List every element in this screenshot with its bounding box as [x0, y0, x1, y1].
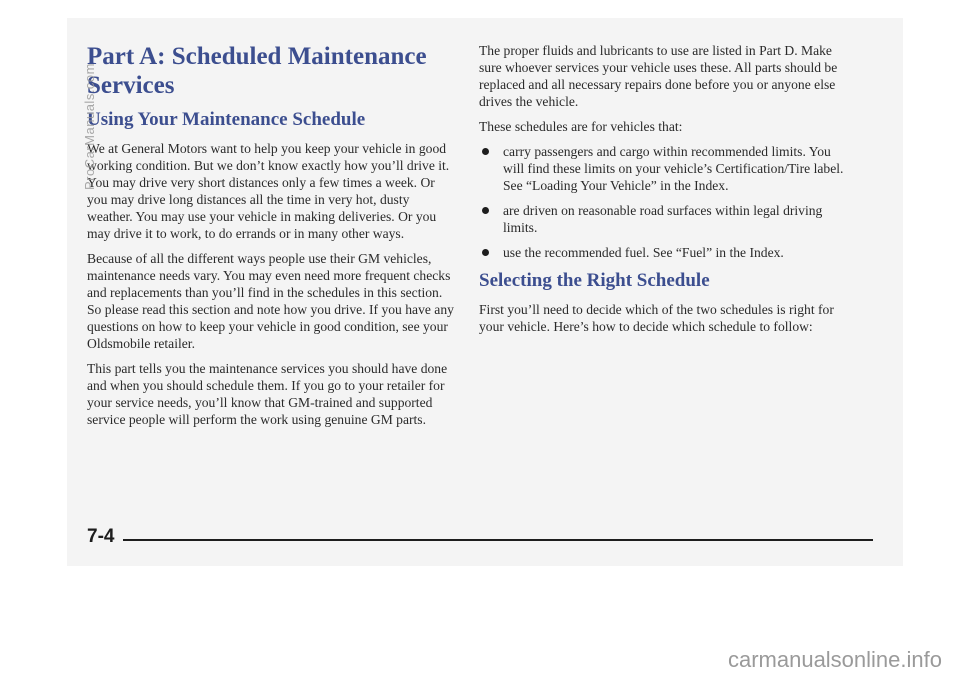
footer-rule: [123, 539, 873, 541]
list-item-text: use the recommended fuel. See “Fuel” in the Index.: [503, 245, 784, 260]
right-column: [479, 42, 854, 343]
paragraph-selecting: First you’ll need to decide which of the two schedules is right for your vehicle. Here’s how to decide which schedule to follow:: [479, 302, 834, 334]
manual-page: [67, 18, 903, 566]
vehicle-conditions-list: [479, 143, 854, 261]
paragraph-fluids: The proper fluids and lubricants to use are listed in Part D. Make sure whoever services your vehicle uses these. All parts should be replaced and all necessary repairs done before you or anyone else drives the vehicle.: [479, 43, 838, 109]
part-title: Part A: Scheduled Maintenance Services: [87, 43, 427, 99]
page-footer: [87, 526, 873, 550]
page-number: 7-4: [87, 526, 115, 547]
paragraph-services: This part tells you the maintenance services you should have done and when you should schedule them. If you go to your retailer for your service needs, you’ll know that GM-trained and supported service people will perform the work using genuine GM parts.: [87, 361, 448, 427]
list-item-text: carry passengers and cargo within recommended limits. You will find these limits on your vehicle’s Certification/Tire label. See “Loading Your Vehicle” in the Index.: [503, 144, 844, 193]
list-item-text: are driven on reasonable road surfaces within legal driving limits.: [503, 203, 823, 235]
bullet-icon: [482, 249, 489, 256]
list-item: [479, 202, 854, 236]
paragraph-maintenance-needs: Because of all the different ways people use their GM vehicles, maintenance needs vary. You may even need more frequent checks and replacements than you’ll find in the schedules in this section. So please read this section and note how you drive. If you have any questions on how to keep your vehicle in good condition, see your Oldsmobile retailer.: [87, 251, 454, 351]
paragraph-schedules-intro: These schedules are for vehicles that:: [479, 119, 683, 134]
section-heading-using-schedule: Using Your Maintenance Schedule: [87, 109, 366, 130]
bullet-icon: [482, 148, 489, 155]
list-item: [479, 244, 854, 261]
section-heading-selecting-schedule: Selecting the Right Schedule: [479, 270, 710, 291]
paragraph-intro: We at General Motors want to help you keep your vehicle in good working condition. But we don’t know exactly how you’ll drive it. You may drive very short distances only a few times a week. Or you may drive long distances all the time in very hot, dusty weather. You may use your vehicle in making deliveries. Or you may drive it to work, to do errands or in many other ways.: [87, 141, 450, 241]
side-watermark: ProCarManuals.com: [82, 63, 97, 190]
left-column: [87, 42, 455, 436]
list-item: [479, 143, 854, 194]
bullet-icon: [482, 207, 489, 214]
bottom-watermark: carmanualsonline.info: [727, 647, 942, 672]
